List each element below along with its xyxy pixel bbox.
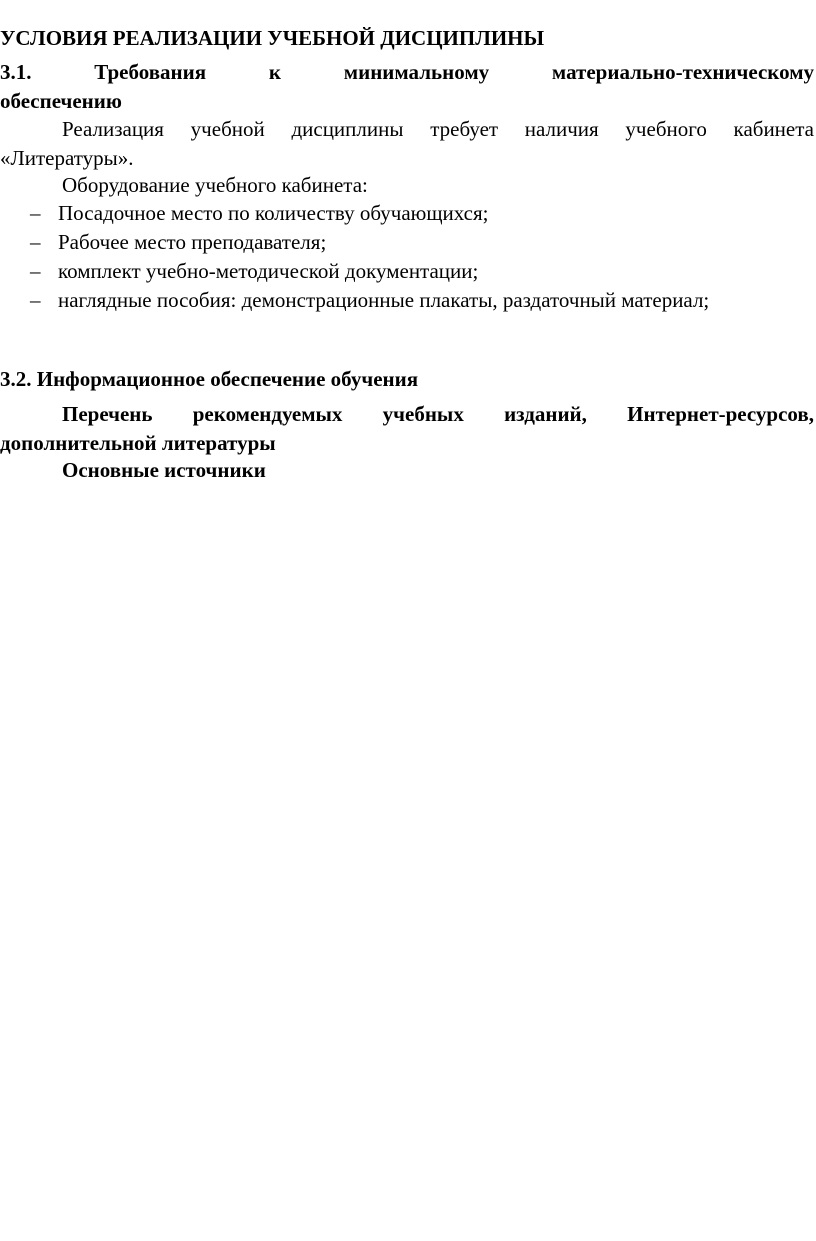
- list-item-text: Рабочее место преподавателя;: [58, 230, 327, 254]
- section-3-2-heading-text: 3.2. Информационное обеспечение обучения: [0, 367, 419, 391]
- section-3-1-paragraph-line2: «Литературы».: [0, 146, 134, 170]
- section-3-2-subheading: [0, 400, 814, 458]
- dash-marker: –: [30, 201, 41, 225]
- section-3-1-heading: [0, 58, 814, 116]
- section-3-2-subheading-line2: дополнительной литературы: [0, 431, 276, 455]
- list-item-text: наглядные пособия: демонстрационные плакаты, раздаточный материал;: [58, 288, 710, 312]
- list-item-text: Посадочное место по количеству обучающихся;: [58, 201, 489, 225]
- section-3-1-heading-line1: 3.1. Требования к минимальному материально-техническому: [0, 60, 814, 84]
- document-title-text: УСЛОВИЯ РЕАЛИЗАЦИИ УЧЕБНОЙ ДИСЦИПЛИНЫ: [0, 26, 545, 50]
- section-3-1-paragraph-line1: Реализация учебной дисциплины требует наличия учебного кабинета: [62, 117, 814, 141]
- dash-marker: –: [30, 259, 41, 283]
- equipment-intro-text: Оборудование учебного кабинета:: [62, 173, 368, 197]
- dash-marker: –: [30, 230, 41, 254]
- section-3-2-subheading-line1: Перечень рекомендуемых учебных изданий, Интернет-ресурсов,: [62, 402, 814, 426]
- dash-marker: –: [30, 288, 41, 312]
- list-item-text: комплект учебно-методической документации;: [58, 259, 479, 283]
- document-title: [0, 24, 814, 53]
- sources-heading: [0, 456, 814, 485]
- sources-heading-text: Основные источники: [62, 458, 266, 482]
- section-3-1-paragraph: [0, 115, 814, 173]
- equipment-intro: [0, 171, 814, 200]
- section-3-1-heading-line2: обеспечению: [0, 89, 122, 113]
- section-3-2-heading: [0, 365, 814, 394]
